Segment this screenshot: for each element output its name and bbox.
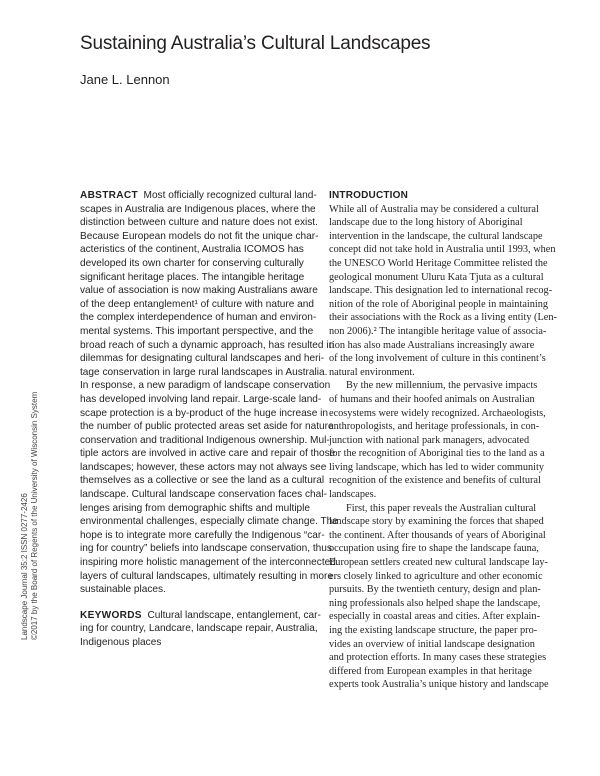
abstract-line: landscape. Cultural landscape conservation faces chal- <box>80 489 327 501</box>
body-line: landscapes. <box>329 489 377 501</box>
abstract-line: value of association is now making Australians aware <box>80 285 318 297</box>
abstract-line: distinction between culture and nature does not exist. <box>80 217 318 229</box>
introduction-column <box>329 189 561 692</box>
body-line: of the long involvement of culture in this continent’s <box>329 353 546 365</box>
abstract-line: Because European models do not fit the unique char- <box>80 230 319 242</box>
abstract-column <box>80 189 338 650</box>
body-line: especially in coastal areas and cities. After explain- <box>329 611 540 623</box>
abstract-line: mental systems. This important perspective, and the <box>80 325 314 337</box>
abstract-line: ing for country” beliefs into landscape conservation, thus <box>80 543 332 555</box>
body-line: geological monument Uluru Kata Tjuta as a cultural <box>329 271 544 283</box>
body-line: of humans and their hoofed animals on Australian <box>329 393 535 405</box>
body-line: the UNESCO World Heritage Committee relisted the <box>329 257 548 269</box>
journal-citation-sidebar <box>20 391 40 640</box>
body-line: While all of Australia may be considered a cultural <box>329 203 539 215</box>
journal-issn-line: Landscape Journal 35:2 ISSN 0277-2426 <box>20 493 29 640</box>
body-line: vides an overview of initial landscape designation <box>329 638 535 650</box>
body-line: the continent. After thousands of years of Aboriginal <box>329 529 546 541</box>
body-line: landscape due to the long history of Aboriginal <box>329 217 523 229</box>
abstract-line: landscapes; however, these actors may not always see <box>80 461 327 473</box>
body-line: intervention in the landscape, the cultural landscape <box>329 230 543 242</box>
abstract-label: ABSTRACT <box>80 190 138 201</box>
body-line: ers closely linked to agriculture and other economic <box>329 570 543 582</box>
body-line: anthropologists, and heritage professionals, in con- <box>329 421 540 433</box>
abstract-line: acteristics of the continent, Australia ICOMOS has <box>80 244 304 256</box>
body-line: First, this paper reveals the Australian cultural <box>346 502 537 514</box>
abstract-line: scapes in Australia are Indigenous places, where the <box>80 203 316 215</box>
abstract-line: developed its own charter for conserving culturally <box>80 257 304 269</box>
body-line: living landscape, which has led to wider community <box>329 461 545 473</box>
body-line: and protection efforts. In many cases these strategies <box>329 652 547 664</box>
abstract-line: sustainable places. <box>80 584 166 596</box>
abstract-line: broad reach of such a dynamic approach, has resulted in <box>80 339 335 351</box>
body-line: ning professionals also helped shape the landscape, <box>329 597 541 609</box>
abstract-line: In response, a new paradigm of landscape conservation <box>80 380 331 392</box>
abstract-line: layers of cultural landscapes, ultimately resulting in more <box>80 570 334 582</box>
body-line: pursuits. By the twentieth century, design and plan- <box>329 584 541 596</box>
abstract-line: conservation and traditional Indigenous ownership. Mul- <box>80 434 330 446</box>
abstract-line: environmental challenges, especially climate change. The <box>80 516 338 528</box>
body-line: ecosystems were widely recognized. Archaeologists, <box>329 407 546 419</box>
body-line: tion has also made Australians increasingly aware <box>329 339 535 351</box>
abstract-line: of the deep entanglement¹ of culture with nature and <box>80 298 314 310</box>
body-line: occupation using fire to shape the landscape fauna, <box>329 543 539 555</box>
body-line: junction with national park managers, advocated <box>329 434 530 446</box>
abstract-line: the number of public protected areas set aside for nature <box>80 421 334 433</box>
body-line: their associations with the Rock as a living entity (Len- <box>329 312 557 324</box>
author-name: Jane L. Lennon <box>80 72 170 87</box>
body-line: concept did not take hold in Australia until 1993, when <box>329 244 556 256</box>
abstract-line: significant heritage places. The intangible heritage <box>80 271 305 283</box>
body-line: ing the existing landscape structure, the paper pro- <box>329 625 538 636</box>
intro-paragraph-1 <box>329 203 561 380</box>
body-line: landscape. This designation led to international recog- <box>329 285 553 297</box>
abstract-line: dilemmas for designating cultural landscapes and heri- <box>80 353 325 365</box>
body-line: non 2006).² The intangible heritage value of associa- <box>329 325 547 337</box>
keywords-line: ing for country, Landcare, landscape repair, Australia, <box>80 623 318 635</box>
keywords-label: KEYWORDS <box>80 609 142 621</box>
abstract-line: scape protection is a by-product of the huge increase in <box>80 407 329 419</box>
abstract-line: hope is to integrate more carefully the Indigenous “car- <box>80 529 325 541</box>
abstract-line: lenges arising from demographic shifts and multiple <box>80 502 311 514</box>
abstract-first-line <box>80 189 318 203</box>
keywords-line: Indigenous places <box>80 637 162 648</box>
keywords-first-line <box>80 609 321 623</box>
abstract-line: themselves as a collective or see the land as a cultural <box>80 475 325 487</box>
body-line: European settlers created new cultural landscape lay- <box>329 557 548 569</box>
body-line: for the recognition of Aboriginal ties to the land as a <box>329 448 545 460</box>
keywords-line: Cultural landscape, entanglement, car- <box>147 609 321 621</box>
intro-paragraph-3 <box>329 502 561 692</box>
introduction-heading: INTRODUCTION <box>329 190 409 201</box>
body-line: By the new millennium, the pervasive impacts <box>346 380 538 392</box>
body-line: experts took Australia’s unique history and landscape <box>329 679 549 691</box>
body-line: recognition of the existence and benefits of cultural <box>329 475 541 487</box>
body-line: differed from European examples in that heritage <box>329 665 532 677</box>
abstract-line: the complex interdependence of human and environ- <box>80 312 317 324</box>
abstract-line: Most officially recognized cultural land- <box>143 190 317 201</box>
abstract-line: inspiring more holistic management of the interconnected <box>80 557 336 569</box>
abstract-line: tiple actors are involved in active care and repair of those <box>80 448 336 460</box>
body-line: nition of the role of Aboriginal people in maintaining <box>329 298 549 310</box>
abstract-line: tage conservation in large rural landscapes in Australia. <box>80 366 328 378</box>
abstract-line: has developed involving land repair. Large-scale land- <box>80 393 322 405</box>
intro-paragraph-2 <box>329 379 561 501</box>
body-line: natural environment. <box>329 366 415 378</box>
article-title: Sustaining Australia’s Cultural Landscapes <box>80 33 431 54</box>
copyright-line: ©2017 by the Board of Regents of the University of Wisconsin System <box>30 391 39 640</box>
body-line: landscape story by examining the forces that shaped <box>329 516 544 528</box>
keywords-block <box>80 609 321 650</box>
